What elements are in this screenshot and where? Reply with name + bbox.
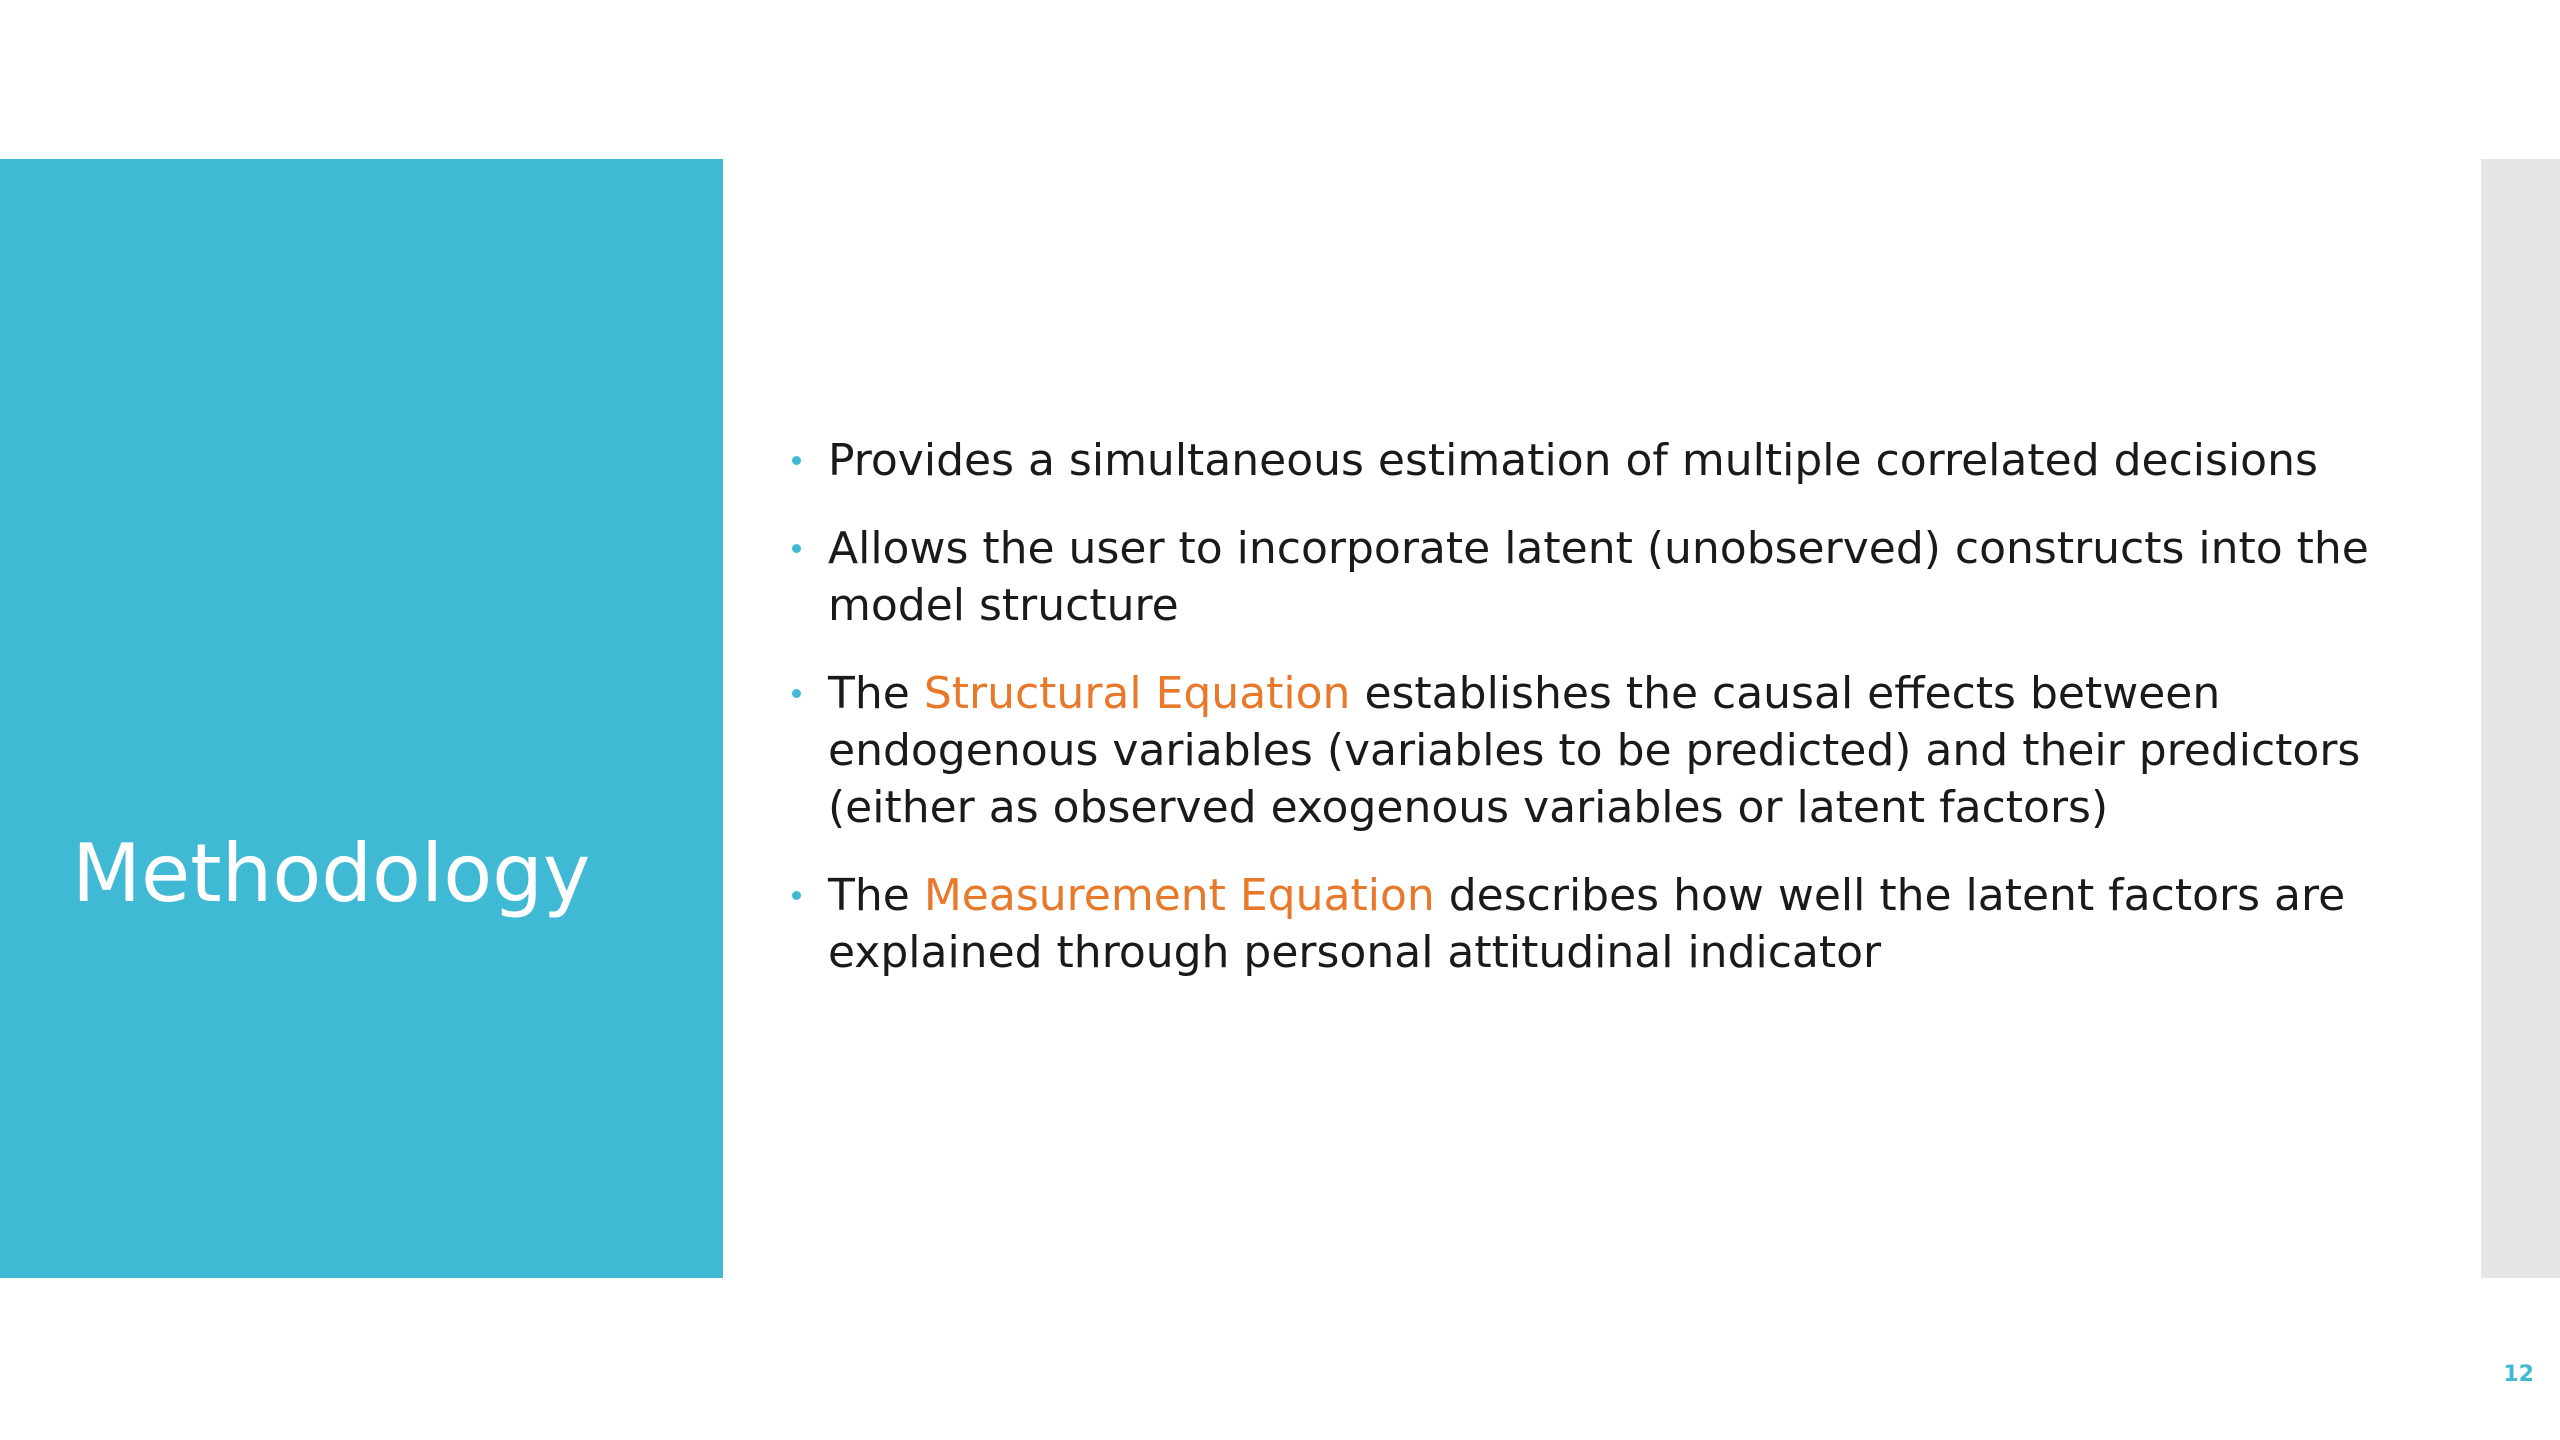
- bullet-prefix: The: [828, 668, 924, 719]
- side-strip: [2481, 159, 2560, 1278]
- bullet-item: [790, 867, 2470, 981]
- slide-title: Methodology: [72, 827, 591, 920]
- highlight-measurement-equation: Measurement Equation: [923, 870, 1435, 921]
- bullet-dot-icon: [792, 544, 801, 553]
- bullet-item: [790, 520, 2470, 634]
- bullet-dot-icon: [792, 689, 801, 698]
- bullet-dot-icon: [792, 891, 801, 900]
- bullet-suffix: describes how well the latent factors are explained through personal attitudinal indicator: [828, 870, 2346, 978]
- page-number: 12: [2503, 1362, 2534, 1387]
- bullet-list: [790, 432, 2470, 1012]
- bullet-suffix: establishes the causal effects between endogenous variables (variables to be predicted) and their predictors (either as observed exogenous variables or latent factors): [828, 668, 2361, 833]
- bullet-dot-icon: [792, 456, 801, 465]
- bullet-prefix: The: [828, 870, 924, 921]
- highlight-structural-equation: Structural Equation: [923, 668, 1351, 719]
- bullet-item: [790, 665, 2470, 836]
- bullet-text: Allows the user to incorporate latent (unobserved) constructs into the model structure: [828, 523, 2369, 631]
- title-panel: [0, 159, 723, 1278]
- bullet-text: Provides a simultaneous estimation of multiple correlated decisions: [828, 435, 2318, 486]
- bullet-item: [790, 432, 2470, 489]
